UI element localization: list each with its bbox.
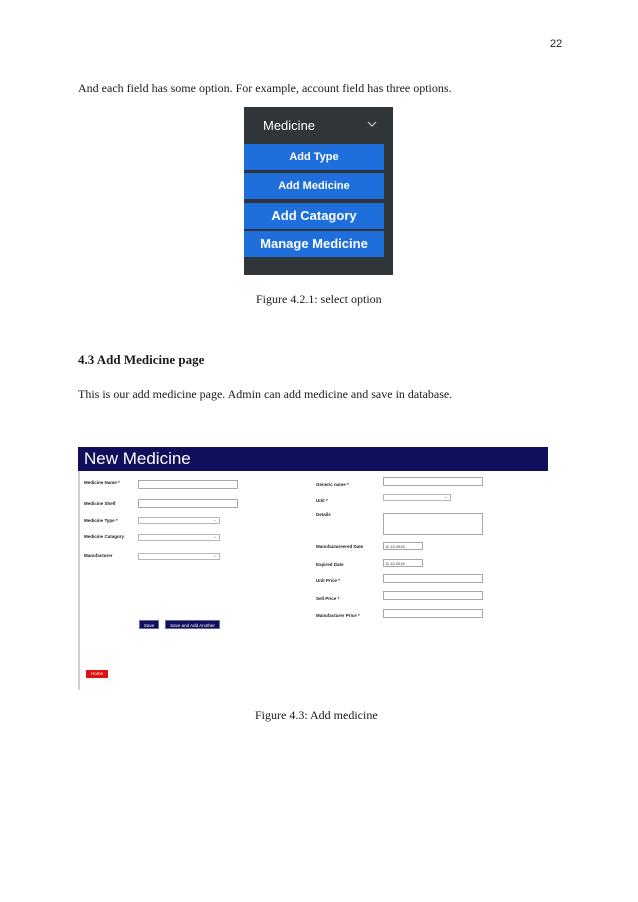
form-title: New Medicine (84, 449, 191, 468)
form-banner (78, 447, 548, 471)
menu-header[interactable] (244, 107, 393, 143)
label-medicine-category: Medicine Catagory (84, 534, 125, 539)
label-manufactured-date: Manufactureered Date (316, 544, 364, 549)
figure-caption-select-option: Figure 4.2.1: select option (256, 292, 382, 306)
label-medicine-name: Medicine Name * (84, 480, 120, 485)
chevron-down-icon: ⌄ (212, 518, 217, 523)
manufactured-date-input[interactable]: 11.10.2016 (383, 542, 423, 550)
section-body: This is our add medicine page. Admin can add medicine and save in database. (78, 387, 453, 401)
page-number: 22 (550, 38, 563, 50)
label-generic-name: Generic name * (316, 482, 349, 487)
unit-select[interactable] (383, 494, 451, 501)
medicine-type-select[interactable] (138, 517, 220, 524)
medicine-name-input[interactable] (138, 480, 238, 489)
chevron-down-icon: ⌄ (443, 495, 448, 500)
save-button[interactable]: Save (139, 620, 159, 629)
section-heading: 4.3 Add Medicine page (78, 352, 205, 367)
label-manufacturer-price: Manufacturer Price * (316, 613, 360, 618)
menu-item-add-type[interactable]: Add Type (244, 144, 384, 170)
details-textarea[interactable] (383, 513, 483, 535)
manufacturer-price-input[interactable] (383, 609, 483, 618)
menu-header-label: Medicine (263, 118, 316, 133)
chevron-down-icon: ⌄ (212, 535, 217, 540)
save-and-add-another-button[interactable]: Save and Add Another (165, 620, 220, 629)
chevron-down-icon (367, 119, 377, 129)
label-details: Details (316, 512, 331, 517)
label-manufacturer: Manufacturer (84, 553, 113, 558)
add-medicine-screenshot (78, 447, 548, 690)
generic-name-input[interactable] (383, 477, 483, 486)
screenshot-edge (78, 471, 80, 690)
label-expired-date: Expired Date (316, 562, 344, 567)
unit-price-input[interactable] (383, 574, 483, 583)
manufacturer-select[interactable] (138, 553, 220, 560)
medicine-shelf-input[interactable] (138, 499, 238, 508)
figure-caption-add-medicine: Figure 4.3: Add medicine (255, 708, 378, 722)
menu-item-manage-medicine[interactable]: Manage Medicine (244, 231, 384, 257)
medicine-category-select[interactable] (138, 534, 220, 541)
expired-date-input[interactable]: 11.10.2016 (383, 559, 423, 567)
menu-item-add-medicine[interactable]: Add Medicine (244, 173, 384, 199)
label-unit: Unit * (316, 498, 328, 503)
intro-paragraph: And each field has some option. For example, account field has three options. (78, 81, 452, 95)
label-unit-price: Unit Price * (316, 578, 341, 583)
label-medicine-type: Medicine Type * (84, 518, 118, 523)
sell-price-input[interactable] (383, 591, 483, 600)
select-option-screenshot (244, 107, 393, 275)
label-medicine-shelf: Medicine Shelf (84, 501, 116, 506)
menu-item-add-category[interactable]: Add Catagory (244, 203, 384, 229)
label-sell-price: Sell Price * (316, 596, 340, 601)
home-button[interactable]: Home (86, 670, 108, 678)
chevron-down-icon: ⌄ (212, 554, 217, 559)
